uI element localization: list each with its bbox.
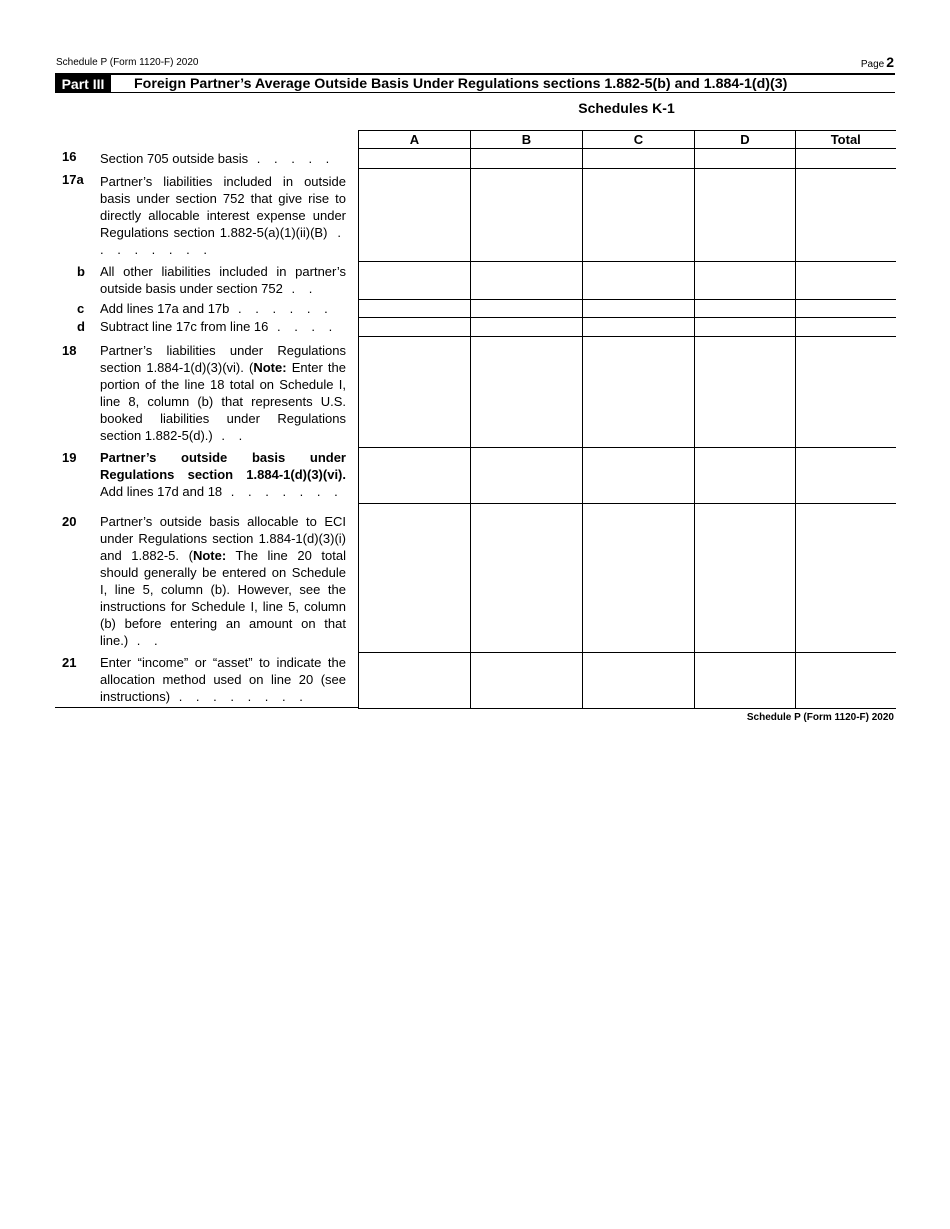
column-header-row — [359, 131, 896, 149]
line-17c — [55, 299, 358, 317]
row-18 — [359, 337, 896, 448]
entry-cell-17a-d[interactable] — [695, 169, 796, 262]
entry-cell-20-d[interactable] — [695, 504, 796, 653]
entry-cell-21-c[interactable] — [583, 653, 695, 709]
row-19 — [359, 448, 896, 504]
form-header-left: Schedule P (Form 1120-F) 2020 — [56, 57, 199, 68]
part-header — [55, 73, 895, 93]
line-18 — [55, 336, 358, 447]
line-text: Subtract line 17c from line 16 . . . . — [100, 319, 338, 334]
entry-cell-17b-c[interactable] — [583, 262, 695, 300]
entry-cell-17d-a[interactable] — [359, 318, 471, 337]
line-number: 18 — [62, 343, 77, 358]
line-number: 20 — [62, 514, 77, 529]
line-text: All other liabilities included in partner’s outside basis under section 752 . . — [100, 264, 346, 296]
line-16 — [55, 148, 358, 168]
entry-cell-17a-total[interactable] — [796, 169, 896, 262]
entry-cell-17b-b[interactable] — [471, 262, 583, 300]
column-header-b: B — [471, 131, 583, 149]
line-21 — [55, 652, 358, 708]
entry-cell-17b-total[interactable] — [796, 262, 896, 300]
column-header-c: C — [583, 131, 695, 149]
line-number: 17a — [62, 172, 84, 187]
line-text: Partner’s outside basis allocable to ECI under Regulations section 1.884-1(d)(3)(i) and 1.882-5. (Note: The line 20 total should generally be entered on Schedule I, line 5, column (b). However, see the instructions for Schedule I, line 5, column (b) before entering an amount on that line.) . . — [100, 514, 346, 648]
line-text: Add lines 17a and 17b . . . . . . — [100, 301, 333, 316]
column-header-a: A — [359, 131, 471, 149]
entry-cell-20-c[interactable] — [583, 504, 695, 653]
line-17a — [55, 168, 358, 261]
entry-cell-19-c[interactable] — [583, 448, 695, 504]
line-text: Partner’s outside basis under Regulations section 1.884-1(d)(3)(vi). Add lines 17d and 18 . . . . . . . — [100, 450, 346, 499]
entry-cell-16-c[interactable] — [583, 149, 695, 169]
line-text: Enter “income” or “asset” to indicate the allocation method used on line 20 (see instructions) . . . . . . . . — [100, 655, 346, 704]
entry-cell-18-b[interactable] — [471, 337, 583, 448]
line-number: c — [77, 301, 85, 316]
entry-cell-17a-c[interactable] — [583, 169, 695, 262]
page-number: 2 — [886, 54, 894, 70]
entry-cell-16-total[interactable] — [796, 149, 896, 169]
entry-cell-17d-total[interactable] — [796, 318, 896, 337]
row-17a — [359, 169, 896, 262]
entry-cell-17b-a[interactable] — [359, 262, 471, 300]
part-label: Part III — [55, 75, 111, 93]
line-17b — [55, 261, 358, 299]
entry-cell-17d-c[interactable] — [583, 318, 695, 337]
entry-cell-20-total[interactable] — [796, 504, 896, 653]
entry-cell-16-b[interactable] — [471, 149, 583, 169]
column-header-total: Total — [796, 131, 896, 149]
schedules-k1-grid — [358, 130, 896, 709]
entry-cell-17c-a[interactable] — [359, 300, 471, 318]
line-text: Partner’s liabilities included in outside basis under section 752 that give rise to directly allocable interest expense under Regulations section 1.882-5(a)(1)(ii)(B) . . . . . . . . — [100, 174, 346, 257]
entry-cell-18-a[interactable] — [359, 337, 471, 448]
line-17d — [55, 317, 358, 336]
entry-cell-17c-b[interactable] — [471, 300, 583, 318]
entry-cell-17c-d[interactable] — [695, 300, 796, 318]
entry-cell-19-total[interactable] — [796, 448, 896, 504]
entry-cell-21-total[interactable] — [796, 653, 896, 709]
entry-cell-17a-a[interactable] — [359, 169, 471, 262]
row-17c — [359, 300, 896, 318]
line-text: Section 705 outside basis . . . . . — [100, 151, 335, 166]
entry-cell-20-b[interactable] — [471, 504, 583, 653]
row-16 — [359, 149, 896, 169]
entry-cell-21-a[interactable] — [359, 653, 471, 709]
entry-cell-17c-total[interactable] — [796, 300, 896, 318]
entry-cell-17d-b[interactable] — [471, 318, 583, 337]
columns-heading: Schedules K-1 — [578, 100, 675, 116]
entry-cell-16-a[interactable] — [359, 149, 471, 169]
row-17d — [359, 318, 896, 337]
entry-cell-17c-c[interactable] — [583, 300, 695, 318]
entry-cell-19-d[interactable] — [695, 448, 796, 504]
entry-cell-16-d[interactable] — [695, 149, 796, 169]
line-number: d — [77, 319, 85, 334]
line-19 — [55, 447, 358, 503]
entry-cell-17a-b[interactable] — [471, 169, 583, 262]
bottom-divider — [55, 707, 358, 708]
entry-cell-17b-d[interactable] — [695, 262, 796, 300]
part-title: Foreign Partner’s Average Outside Basis Under Regulations sections 1.882-5(b) and 1.884-1(d)(3) — [134, 76, 788, 92]
line-text: Partner’s liabilities under Regulations section 1.884-1(d)(3)(vi). (Note: Enter the portion of the line 18 total on Schedule I, line 8, column (b) that represents U.S. booked liabilities under Regulations section 1.882-5(d).) . . — [100, 343, 346, 443]
entry-cell-20-a[interactable] — [359, 504, 471, 653]
row-20 — [359, 504, 896, 653]
line-number: b — [77, 264, 85, 279]
page-label: Page — [860, 59, 885, 70]
entry-cell-18-d[interactable] — [695, 337, 796, 448]
entry-cell-17d-d[interactable] — [695, 318, 796, 337]
entry-cell-18-c[interactable] — [583, 337, 695, 448]
entry-cell-18-total[interactable] — [796, 337, 896, 448]
page-indicator — [861, 54, 894, 70]
entry-cell-21-d[interactable] — [695, 653, 796, 709]
form-footer: Schedule P (Form 1120-F) 2020 — [746, 712, 894, 723]
line-descriptions — [55, 148, 358, 708]
line-number: 16 — [62, 149, 77, 164]
entry-cell-21-b[interactable] — [471, 653, 583, 709]
line-number: 21 — [62, 655, 77, 670]
line-number: 19 — [62, 450, 77, 465]
entry-cell-19-a[interactable] — [359, 448, 471, 504]
column-header-d: D — [695, 131, 796, 149]
entry-cell-19-b[interactable] — [471, 448, 583, 504]
row-17b — [359, 262, 896, 300]
row-21 — [359, 653, 896, 709]
line-20 — [55, 503, 358, 652]
